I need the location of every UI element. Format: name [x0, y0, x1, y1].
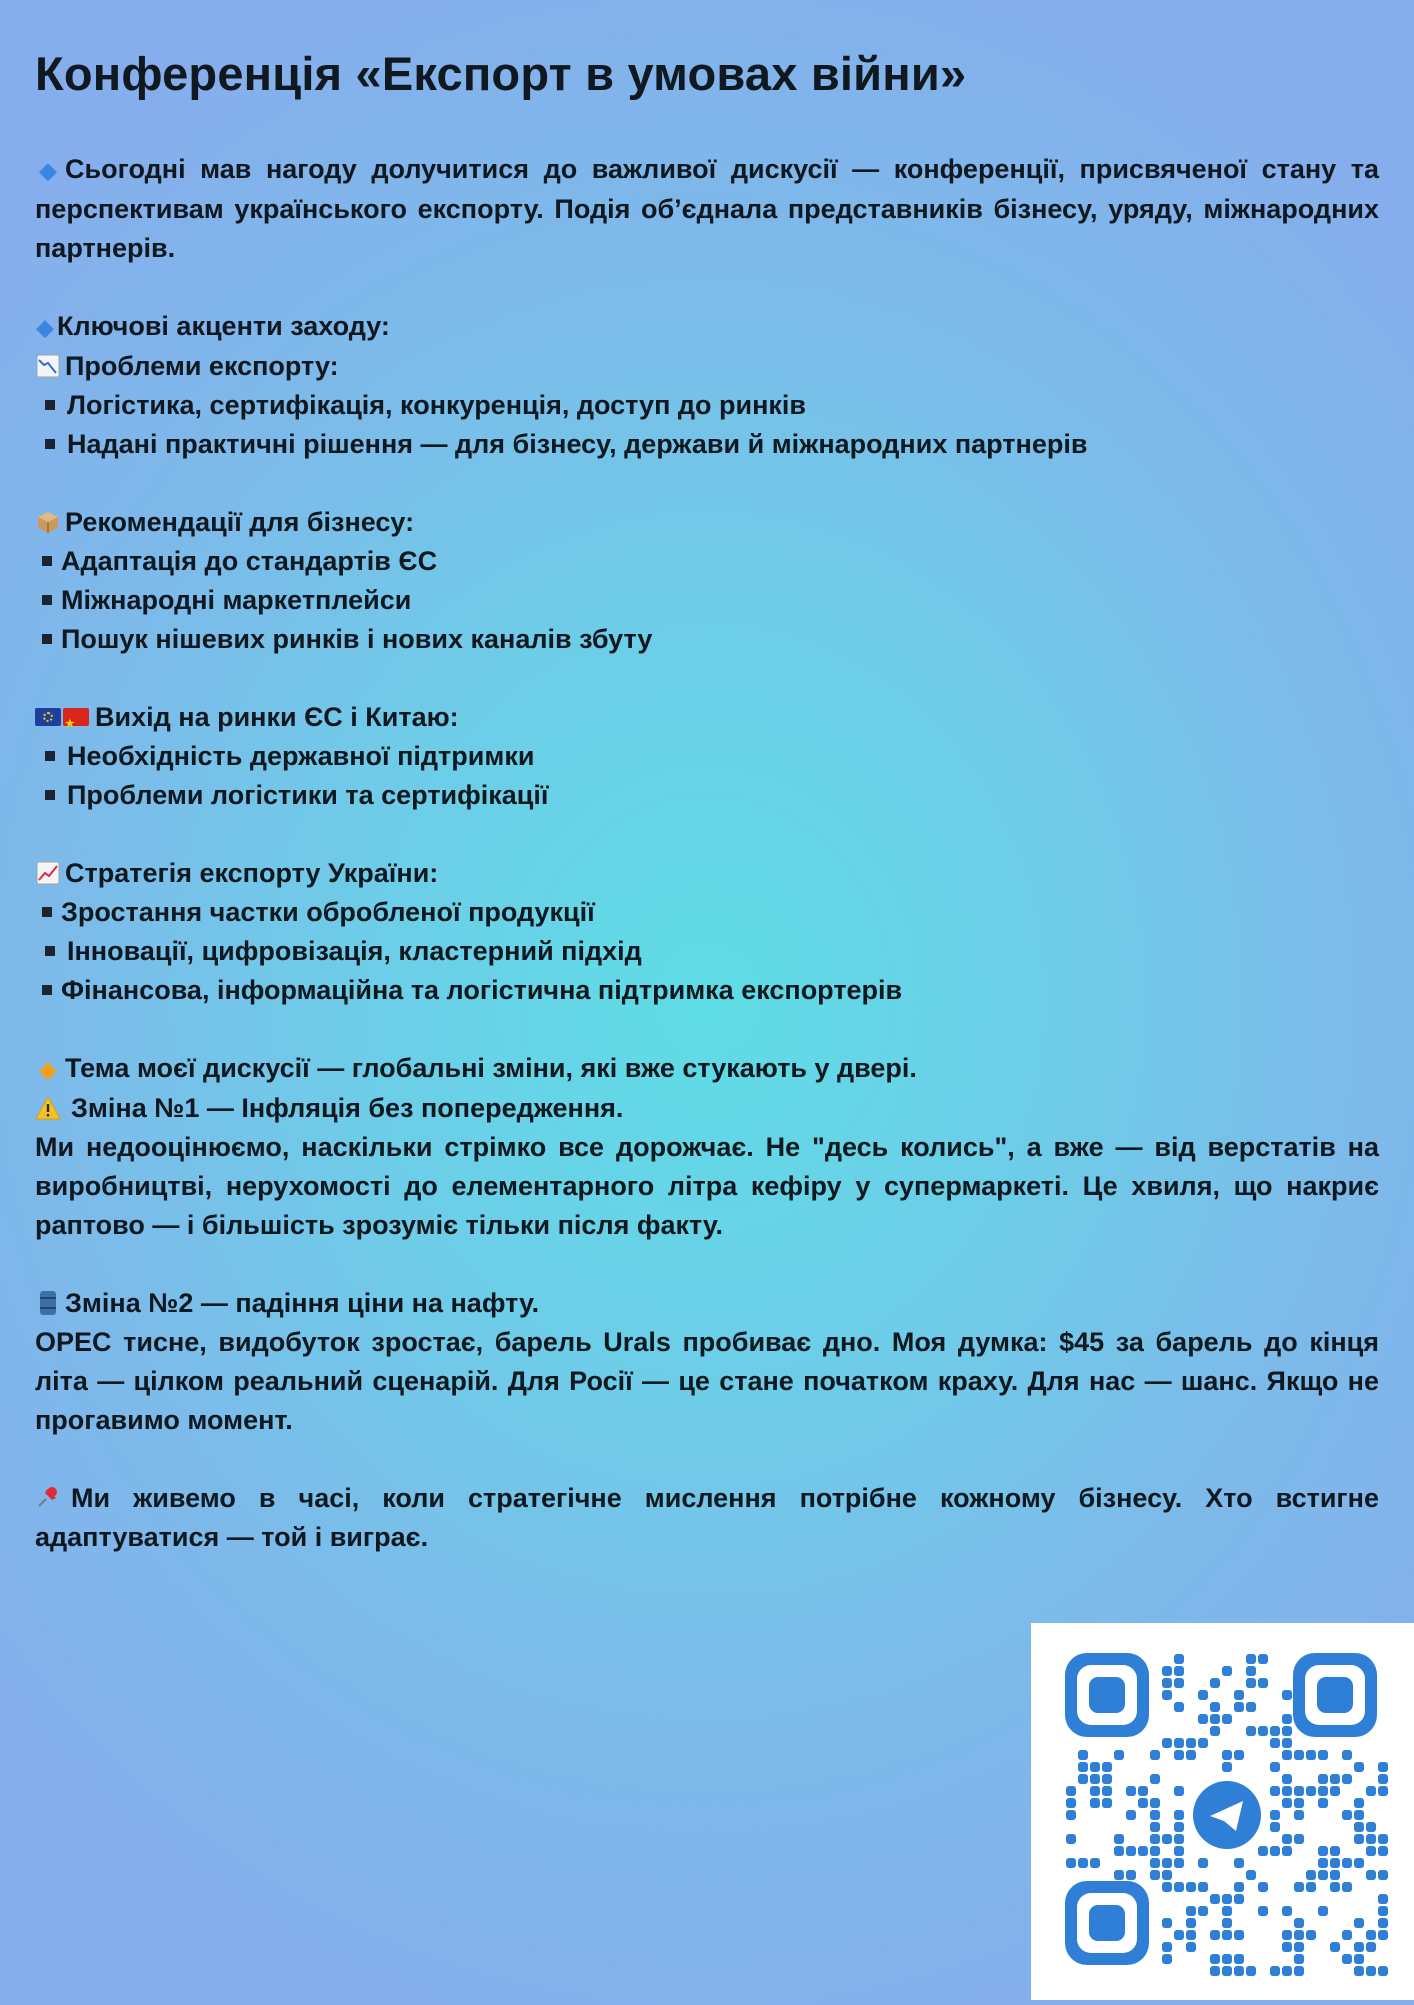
list-item: Необхідність державної підтримки — [35, 737, 1379, 776]
strategy-heading: Стратегія експорту України: — [35, 854, 1379, 893]
pushpin-icon — [35, 1484, 61, 1510]
change1-heading: Зміна №1 — Інфляція без попередження. — [35, 1089, 1379, 1128]
list-item: Міжнародні маркетплейси — [35, 581, 1379, 620]
markets-heading: ★Вихід на ринки ЄС і Китаю: — [35, 698, 1379, 737]
closing-paragraph: Ми живемо в часі, коли стратегічне мислення потрібне кожному бізнесу. Хто встигне адаптуватися — той і виграє. — [35, 1483, 1379, 1552]
discussion-topic: ◆ Тема моєї дискусії — глобальні зміни, які вже стукають у двері. — [35, 1049, 1379, 1089]
change1-text: Ми недооцінюємо, наскільки стрімко все дорожчає. Не "десь колись", а вже — від верстатів на виробництві, нерухомості до елементарного літра кефіру у супермаркеті. Це хвиля, що накриє раптово — і більшість зрозуміє тільки після факту. — [35, 1132, 1379, 1240]
list-item: Зростання частки обробленої продукції — [35, 893, 1379, 932]
change2-heading: Зміна №2 — падіння ціни на нафту. — [35, 1284, 1379, 1323]
qr-code-image — [1031, 1623, 1414, 2000]
china-flag-icon — [63, 708, 89, 726]
highlights-heading: ◆ Ключові акценти заходу: — [35, 307, 1379, 347]
change2-text: OPEC тисне, видобуток зростає, барель Urals пробиває дно. Моя думка: $45 за барель до кінця літа — цілком реальний сценарій. Для Росії — це стане початком краху. Для нас — шанс. Якщо не прогавимо момент. — [35, 1327, 1379, 1435]
list-item: Пошук нішевих ринків і нових каналів збуту — [35, 620, 1379, 659]
blue-diamond-icon: ◆ — [39, 158, 57, 183]
warning-icon — [35, 1096, 61, 1120]
post-content — [35, 0, 1379, 1557]
list-item: Логістика, сертифікація, конкуренція, доступ до ринків — [35, 386, 1379, 425]
orange-diamond-icon: ◆ — [39, 1057, 57, 1082]
intro-text: Сьогодні мав нагоду долучитися до важливої дискусії — конференції, присвяченої стану та перспективам українського експорту. Подія об’єднала представників бізнесу, уряду, міжнародних партнерів. — [35, 154, 1379, 263]
intro-paragraph — [35, 150, 1379, 268]
page-title: Конференція «Експорт в умовах війни» — [35, 47, 967, 100]
recommendations-heading: Рекомендації для бізнесу: — [35, 503, 1379, 542]
problems-heading: Проблеми експорту: — [35, 347, 1379, 386]
list-item: Проблеми логістики та сертифікації — [35, 776, 1379, 815]
telegram-qr-code[interactable] — [1031, 1623, 1414, 2000]
package-icon — [35, 510, 61, 534]
oil-barrel-icon — [35, 1290, 61, 1316]
list-item: Інновації, цифровізація, кластерний підхід — [35, 932, 1379, 971]
chart-decreasing-icon — [35, 354, 61, 378]
list-item: Адаптація до стандартів ЄС — [35, 542, 1379, 581]
list-item: Фінансова, інформаційна та логістична підтримка експортерів — [35, 971, 1379, 1010]
blue-diamond-icon: ◆ — [36, 315, 54, 340]
list-item: Надані практичні рішення — для бізнесу, держави й міжнародних партнерів — [35, 425, 1379, 464]
eu-flag-icon — [35, 708, 61, 726]
chart-increasing-icon — [35, 861, 61, 885]
intro-block — [35, 150, 1379, 268]
